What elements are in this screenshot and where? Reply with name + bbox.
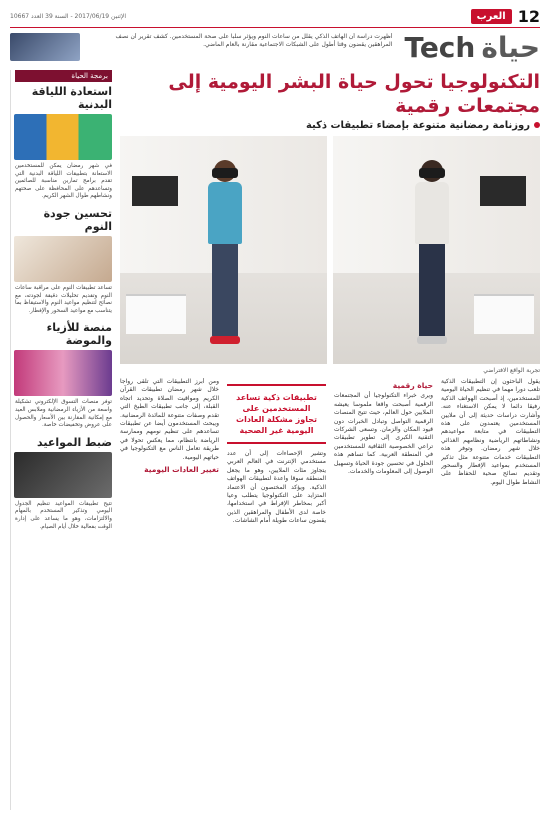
page-number: 12 <box>517 7 540 26</box>
sidebar-text: تتيح تطبيقات المواعيد تنظيم الجدول اليومي وتذكير المستخدم بالمهام والالتزامات، وهو ما يساعد على إدارة الوقت بفعالية خلال أيام الصيام. <box>15 500 112 530</box>
body-paragraph: ويرى خبراء التكنولوجيا أن المجتمعات الرقمية أصبحت واقعا ملموسا يعيشه الملايين حول العالم، حيث تتيح المنصات الرقمية التواصل وتبادل الخبرات دون قيود المكان والزمان. وتسعى الشركات التقنية الكبرى إلى تطوير تطبيقات تراعي الخصوصية الثقافية للمستخدمين في المنطقة العربية. كما تساهم هذه الحلول في تحسين جودة الحياة وتسهيل الوصول إلى المعلومات والخدمات. <box>334 392 433 476</box>
sidebar-title: منصة للأزياء والموضة <box>46 321 112 348</box>
sidebar-block-sleep <box>15 207 112 315</box>
article-photos <box>120 136 540 364</box>
main-article <box>120 70 540 810</box>
newspaper-logo: العرب <box>471 9 512 24</box>
person-figure <box>200 160 250 350</box>
fashion-image <box>14 350 112 396</box>
sidebar-tag: برمجة الحياة <box>15 70 112 82</box>
sidebar-title: استعادة اللياقة البدنية <box>31 85 112 111</box>
dateline: الإثنين 2017/06/19 - السنة 39 العدد 10667 <box>10 13 126 20</box>
fitness-app-image <box>14 114 112 160</box>
photo-vr-left <box>120 136 327 364</box>
sidebar-title: تحسين جودة النوم <box>43 206 112 233</box>
section-title-arabic: حياة <box>481 30 540 64</box>
sidebar-block-fashion <box>15 321 112 429</box>
body-paragraph: وتشير الإحصاءات إلى أن عدد مستخدمي الإنترنت في العالم العربي يتجاوز مئات الملايين، وهو ما يجعل المنطقة سوقا واعدة لتطبيقات الهواتف الذكية. ويؤكد المختصون أن الاعتماد المتزايد على التكنولوجيا يتطلب وعيا أكبر بمخاطر الإفراط في استخدامها، خاصة لدى الأطفال والمراهقين الذين يقضون ساعات طويلة أمام الشاشات. <box>227 450 326 525</box>
section-title <box>404 31 540 64</box>
body-paragraph: ومن أبرز التطبيقات التي تلقى رواجا خلال شهر رمضان تطبيقات القرآن الكريم ومواقيت الصلاة وتحديد اتجاه القبلة، إلى جانب تطبيقات الطبخ التي تقدم وصفات متنوعة للمائدة الرمضانية. ويبحث المستخدمون أيضا عن تطبيقات تساعدهم على تنظيم نومهم وممارسة الرياضة بانتظام، مما يعكس تحولا في طريقة تعامل الناس مع التكنولوجيا في حياتهم اليومية. <box>120 378 219 461</box>
teaser-row <box>10 32 540 62</box>
bullet-icon <box>534 122 540 128</box>
sidebar-text: تساعد تطبيقات النوم على مراقبة ساعات النوم وتقديم تحليلات دقيقة لجودته، مع نصائح لتنظيم مواعيد النوم والاستيقاظ بما يتناسب مع مواعيد السحور والإفطار. <box>15 284 112 314</box>
sidebar-title: ضبط المواعيد <box>36 435 112 449</box>
sidebar-text: توفر منصات التسوق الإلكتروني تشكيلة واسعة من الأزياء الرمضانية وملابس العيد مع إمكانية المقارنة بين الأسعار والحصول على عروض وتخفيضات خاصة. <box>15 399 112 429</box>
masthead <box>10 6 540 28</box>
sidebar-block-schedule <box>15 436 112 531</box>
sidebar-block-fitness <box>15 85 112 201</box>
person-figure <box>407 160 457 350</box>
article-body <box>120 378 540 810</box>
photo-caption: تجربة الواقع الافتراضي <box>483 367 540 374</box>
subhead-text: روزنامة رمضانية متنوعة بإمضاء تطبيقات ذكية <box>305 120 530 131</box>
sidebar <box>10 70 112 810</box>
teaser-image <box>10 33 80 61</box>
pull-quote: تطبيقات ذكية تساعد المستخدمين على تجاوز مشكلة العادات اليومية غير الصحية <box>227 384 326 444</box>
body-paragraph: يقول الباحثون إن التطبيقات الذكية تلعب دورا مهما في تنظيم الحياة اليومية للمستخدمين، إذ أصبحت الهواتف الذكية رفيقا دائما لا يمكن الاستغناء عنه. وأشارت دراسات حديثة إلى أن ملايين المستخدمين يعتمدون على هذه التطبيقات في متابعة مواعيدهم ونشاطاتهم الرياضية ونظامهم الغذائي خلال شهر رمضان. وتوفر هذه التطبيقات خدمات متنوعة مثل تذكير المستخدم بمواعيد الإفطار والسحور وتقديم نصائح صحية للحفاظ على النشاط طوال اليوم. <box>441 378 540 486</box>
sleep-app-image <box>14 236 112 282</box>
body-column-2 <box>334 378 433 810</box>
headline: التكنولوجيا تحول حياة البشر اليومية إلى مجتمعات رقمية <box>168 71 540 117</box>
section-title-latin: Tech <box>404 30 476 64</box>
subheading: حياة رقمية <box>392 381 433 390</box>
sidebar-text: في شهر رمضان يمكن للمستخدمين الاستعانة بتطبيقات اللياقة البدنية التي تقدم برامج تمارين مناسبة للصائمين وتساعدهم على المحافظة على صحتهم ونشاطهم طوال الشهر الكريم. <box>15 163 112 200</box>
subheading: تغيير العادات اليومية <box>144 465 219 475</box>
teaser-text: أظهرت دراسة أن الهاتف الذكي يقلل من ساعات النوم ويؤثر سلبا على صحة المستخدمين. كشف تقرير أن نصف المراهقين يقضون وقتا أطول على الشبكات الاجتماعية مقارنة بالعام الماضي. <box>115 33 393 48</box>
schedule-app-image <box>14 452 112 498</box>
body-column-3 <box>227 378 326 810</box>
body-column-1 <box>441 378 540 810</box>
photo-vr-right <box>333 136 540 364</box>
body-column-4 <box>120 378 219 810</box>
subhead <box>120 120 540 131</box>
